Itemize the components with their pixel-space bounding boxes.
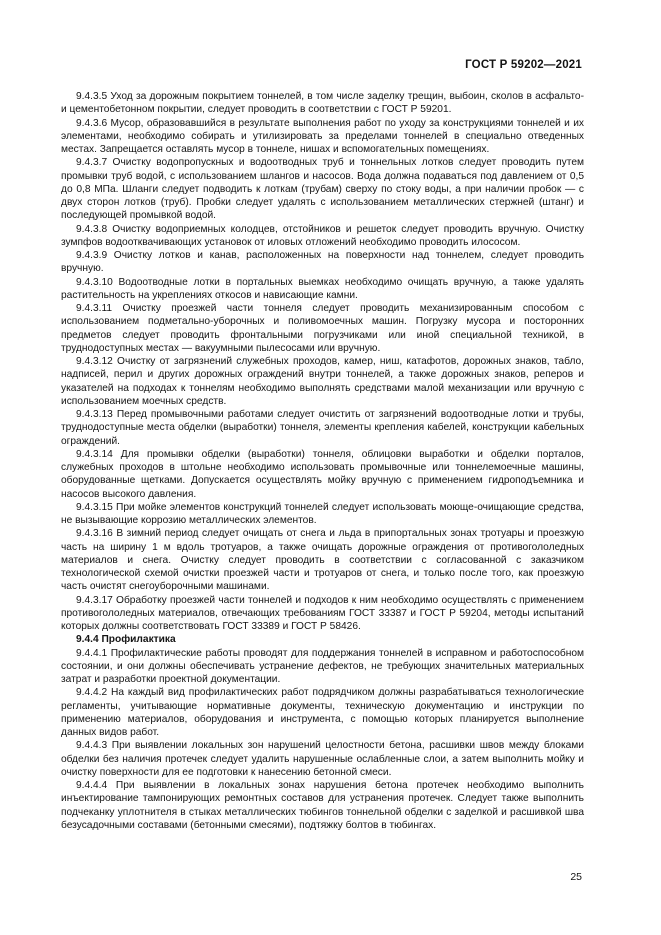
paragraph-9-4-3-6: 9.4.3.6 Мусор, образовавшийся в результате выполнения работ по уходу за конструкциями тоннелей и их элементами, необходимо собирать и утилизировать за пределами тоннелей в специально отведенных местах. Запрещается оставлять мусор в тоннеле, нишах и вспомогательных помещениях. (61, 117, 584, 155)
paragraph-9-4-3-12: 9.4.3.12 Очистку от загрязнений служебных проходов, камер, ниш, катафотов, дорожных знаков, табло, надписей, перил и других дорожных ограждений внутри тоннелей, а также дорожных знаков, реперов и указателей на подходах к тоннелям необходимо выполнять средствами малой механизации или вручную с использованием моечных средств. (61, 356, 584, 407)
paragraph-9-4-3-7: 9.4.3.7 Очистку водопропускных и водоотводных труб и тоннельных лотков следует проводить путем промывки труб водой, с использованием шлангов и насосов. Вода должна подаваться под давлением от 0,5 до 0,8 МПа. Шланги следует подводить к лоткам (трубам) сверху по стоку воды, а при наличии пробок — с двух сторон лотков (труб). Пробки следует удалять с использованием металлических стержней (штанг) и последующей промывкой водой. (61, 157, 584, 222)
paragraph-9-4-3-13: 9.4.3.13 Перед промывочными работами следует очистить от загрязнений водоотводные лотки и трубы, труднодоступные места обделки (выработки) тоннеля, элементы крепления кабелей, конструкции кабельных ограждений. (61, 409, 584, 447)
paragraph-9-4-3-9: 9.4.3.9 Очистку лотков и канав, расположенных на поверхности над тоннелем, следует проводить вручную. (61, 250, 584, 275)
section-heading-9-4-4: 9.4.4 Профилактика (76, 634, 176, 646)
paragraph-9-4-3-15: 9.4.3.15 При мойке элементов конструкций тоннелей следует использовать моюще-очищающие средства, не вызывающие коррозию металлических элементов. (61, 501, 584, 526)
paragraph-9-4-3-17: 9.4.3.17 Обработку проезжей части тоннелей и подходов к ним необходимо осуществлять с применением противогололедных материалов, отвечающих требованиям ГОСТ 33387 и ГОСТ Р 59204, методы испытаний которых должны соответствовать ГОСТ 33389 и ГОСТ Р 58426. (61, 594, 584, 632)
paragraph-9-4-4-2: 9.4.4.2 На каждый вид профилактических работ подрядчиком должны разрабатываться технологические регламенты, учитывающие нормативные документы, техническую документацию и инструкции по применению материалов, оборудования и инструмента, с помощью которых планируется выполнение данных видов работ. (61, 687, 584, 738)
paragraph-9-4-3-11: 9.4.3.11 Очистку проезжей части тоннеля следует проводить механизированным способом с использованием подметально-уборочных и поливомоечных машин. Погрузку мусора и посторонних предметов следует проводить фронтальными погрузчиками или иной специальной техникой, в труднодоступных местах — вакуумными пылесосами или вручную. (61, 303, 584, 354)
paragraph-9-4-3-10: 9.4.3.10 Водоотводные лотки в портальных выемках необходимо очищать вручную, а также удалять растительность на укреплениях откосов и нависающие камни. (61, 276, 584, 301)
paragraph-9-4-3-16: 9.4.3.16 В зимний период следует очищать от снега и льда в припортальных зонах тротуары и проезжую часть на ширину 1 м вдоль тротуаров, а также очищать дорожные ограждения от противогололедных материалов и снега. Очистку следует проводить в соответствии с согласованной с заказчиком технологической схемой очистки проезжей части и тротуаров от снега, и только после того, как проезжую часть очистят снегоуборочными машинами. (61, 528, 584, 593)
paragraph-9-4-4-4: 9.4.4.4 При выявлении в локальных зонах нарушения бетона протечек необходимо выполнить инъектирование тампонирующих ремонтных составов для устранения протечек. Следует также выполнить подчеканку уплотнителя в стыках металлических тюбингов тоннельной обделки с заделкой и расшивкой шва безусадочными составами (бетонными смесями), подтяжку болтов в тюбингах. (61, 780, 584, 831)
paragraph-9-4-3-5: 9.4.3.5 Уход за дорожным покрытием тоннелей, в том числе заделку трещин, выбоин, сколов в асфальто- и цементобетонном покрытии, следует проводить в соответствии с ГОСТ Р 59201. (61, 91, 584, 116)
paragraph-9-4-4-1: 9.4.4.1 Профилактические работы проводят для поддержания тоннелей в исправном и работоспособном состоянии, и они должны обеспечивать устранение дефектов, не требующих значительных материальных затрат и разработки проектной документации. (61, 647, 584, 685)
paragraph-9-4-3-8: 9.4.3.8 Очистку водоприемных колодцев, отстойников и решеток следует проводить вручную. Очистку зумпфов водоотквачивающих установок от иловых отложений необходимо проводить илососом. (61, 223, 584, 248)
paragraph-9-4-4-3: 9.4.4.3 При выявлении локальных зон нарушений целостности бетона, расшивки швов между блоками обделки без наличия протечек следует удалить нарушенные ослабленные слои, а затем выполнить мойку и очистку поверхности для ее подготовки к нанесению бетонной смеси. (61, 740, 584, 778)
document-code: ГОСТ Р 59202—2021 (465, 59, 582, 71)
page-number: 25 (570, 871, 582, 883)
body-text (61, 90, 584, 832)
paragraph-9-4-3-14: 9.4.3.14 Для промывки обделки (выработки) тоннеля, облицовки выработки и обделки порталов, служебных проходов в штольне необходимо использовать промывочные или тоннелемоечные машины, оборудованные щетками. Допускается осуществлять мойку вручную с применением гидроподъемника и насосов высокого давления. (61, 448, 584, 500)
